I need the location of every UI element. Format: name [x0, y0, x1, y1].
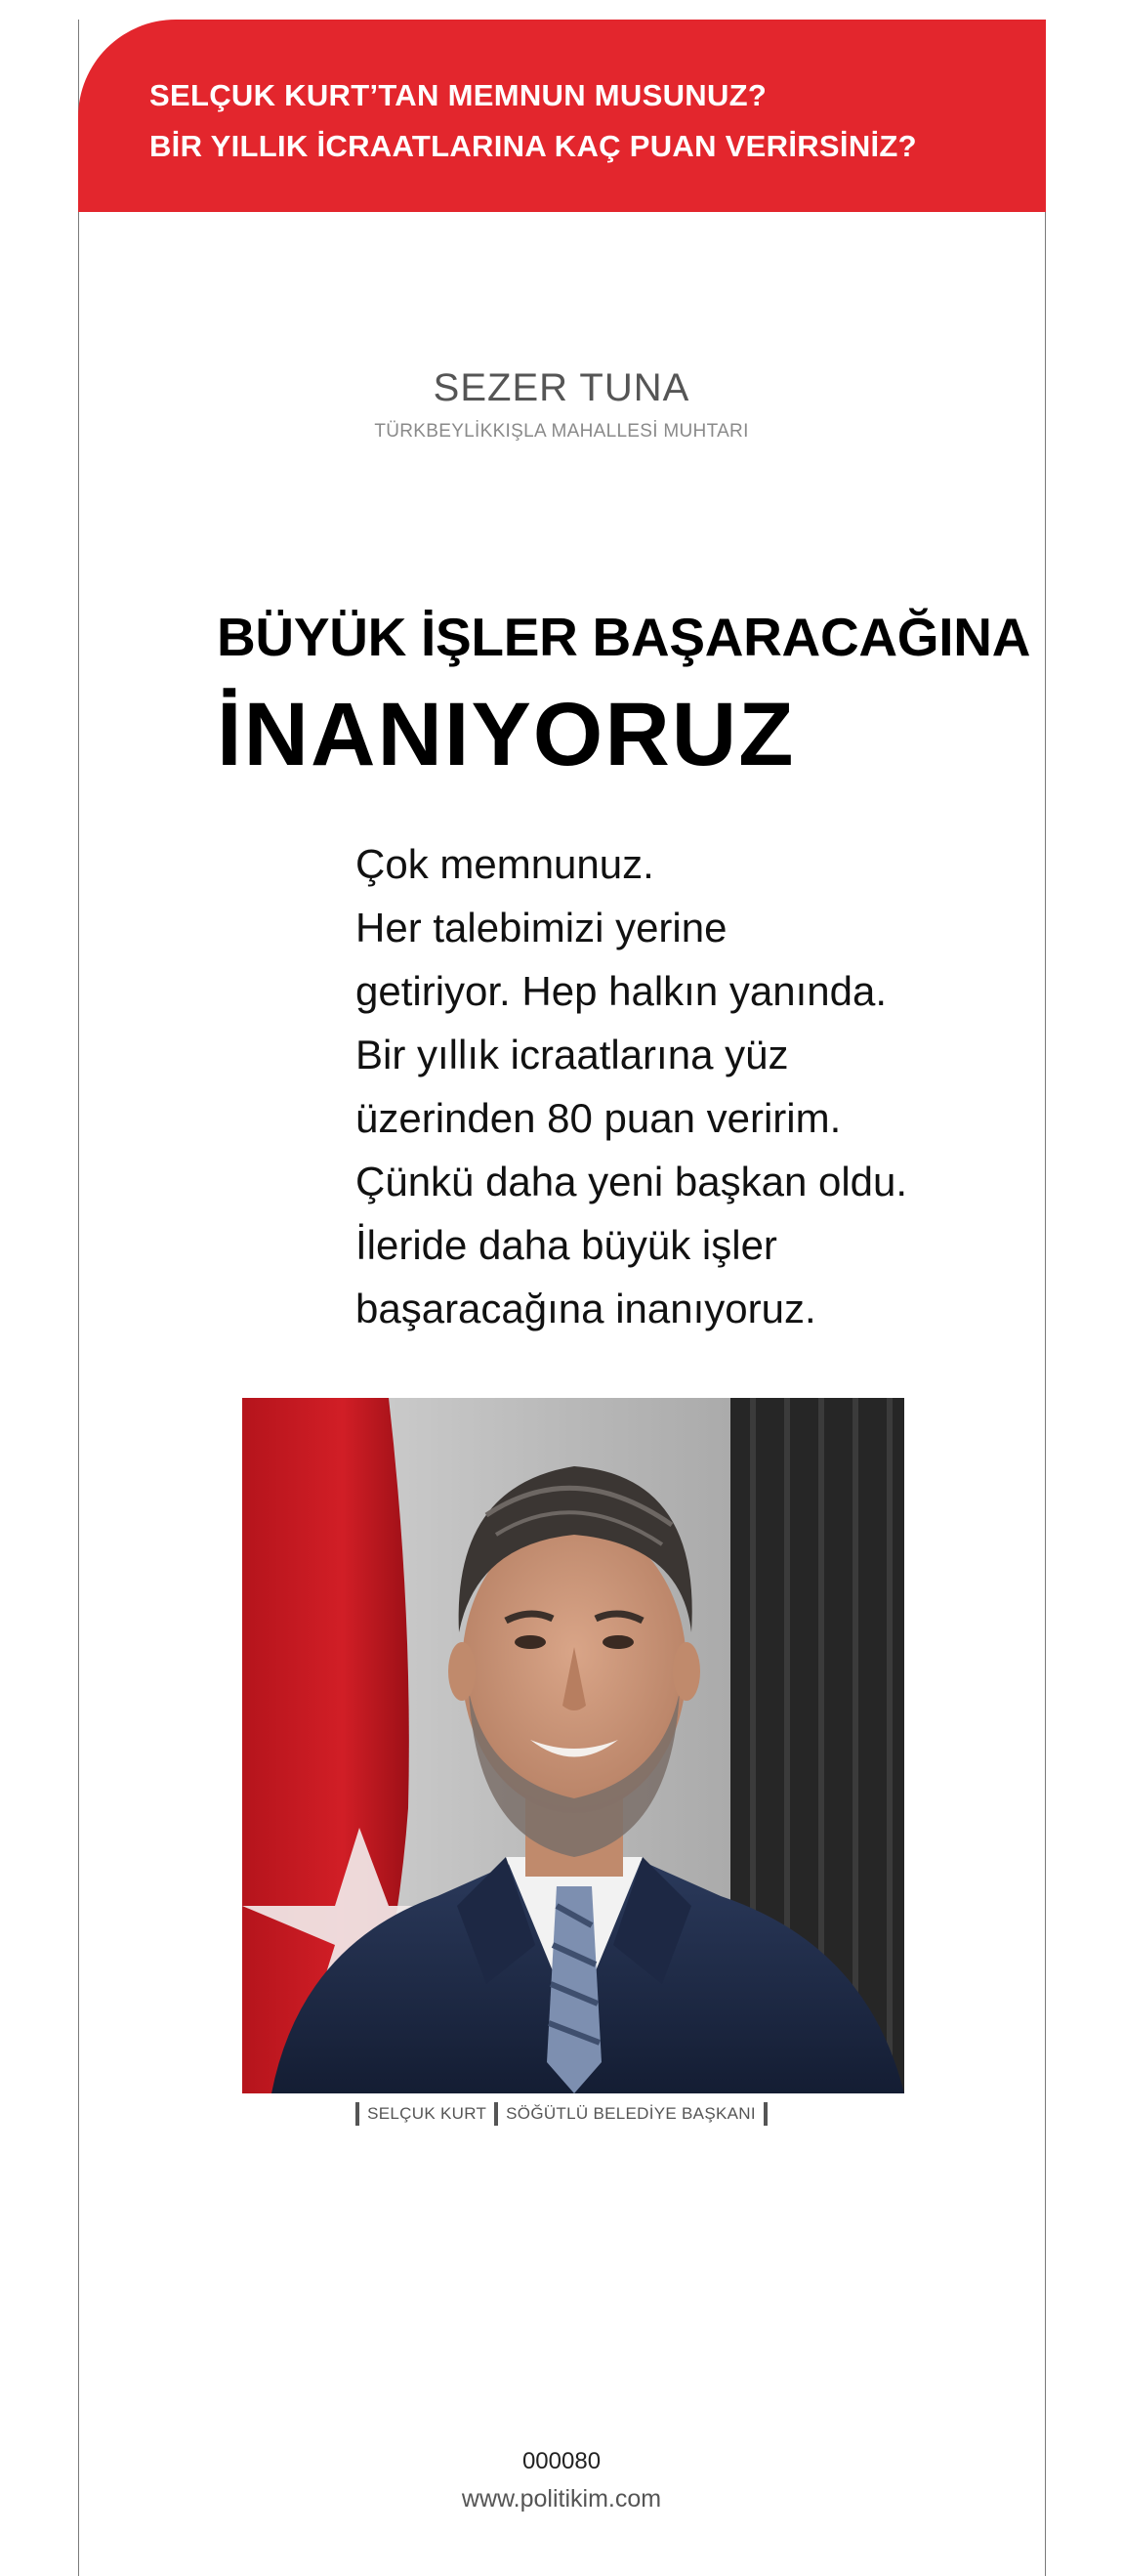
- quote-line: Çok memnunuz.: [355, 841, 654, 887]
- quote-line: Bir yıllık icraatlarına yüz: [355, 1032, 789, 1077]
- banner-question-1: SELÇUK KURT’TAN MEMNUN MUSUNUZ?: [149, 78, 768, 112]
- quote-line: üzerinden 80 puan veririm.: [355, 1095, 842, 1141]
- caption-divider: [355, 2102, 359, 2126]
- headline-line-2: İNANIYORUZ: [217, 685, 796, 784]
- caption-title: SÖĞÜTLÜ BELEDİYE BAŞKANI: [506, 2104, 756, 2123]
- caption-name: SELÇUK KURT: [367, 2104, 487, 2123]
- quote-line: başaracağına inanıyoruz.: [355, 1286, 816, 1331]
- mayor-portrait-photo: [242, 1398, 904, 2093]
- banner-question-2: BİR YILLIK İCRAATLARINA KAÇ PUAN VERİRSİNİZ?: [149, 129, 917, 163]
- headline-line-1: BÜYÜK İŞLER BAŞARACAĞINA: [217, 607, 1031, 667]
- quote-line: Her talebimizi yerine: [355, 905, 728, 950]
- quote-line: getiriyor. Hep halkın yanında.: [355, 968, 887, 1014]
- author-role: TÜRKBEYLİKKIŞLA MAHALLESİ MUHTARI: [374, 421, 749, 442]
- portrait-illustration: [242, 1398, 904, 2093]
- quote-line: Çünkü daha yeni başkan oldu.: [355, 1159, 908, 1204]
- footer-url[interactable]: www.politikim.com: [461, 2485, 662, 2513]
- caption-divider: [764, 2102, 768, 2126]
- caption-divider: [494, 2102, 498, 2126]
- quote-body: [355, 832, 961, 1340]
- author-name: SEZER TUNA: [433, 366, 690, 409]
- question-banner: [78, 20, 1046, 212]
- footer-code: 000080: [521, 2448, 602, 2474]
- photo-caption: [0, 2102, 1123, 2126]
- quote-line: İleride daha büyük işler: [355, 1222, 777, 1268]
